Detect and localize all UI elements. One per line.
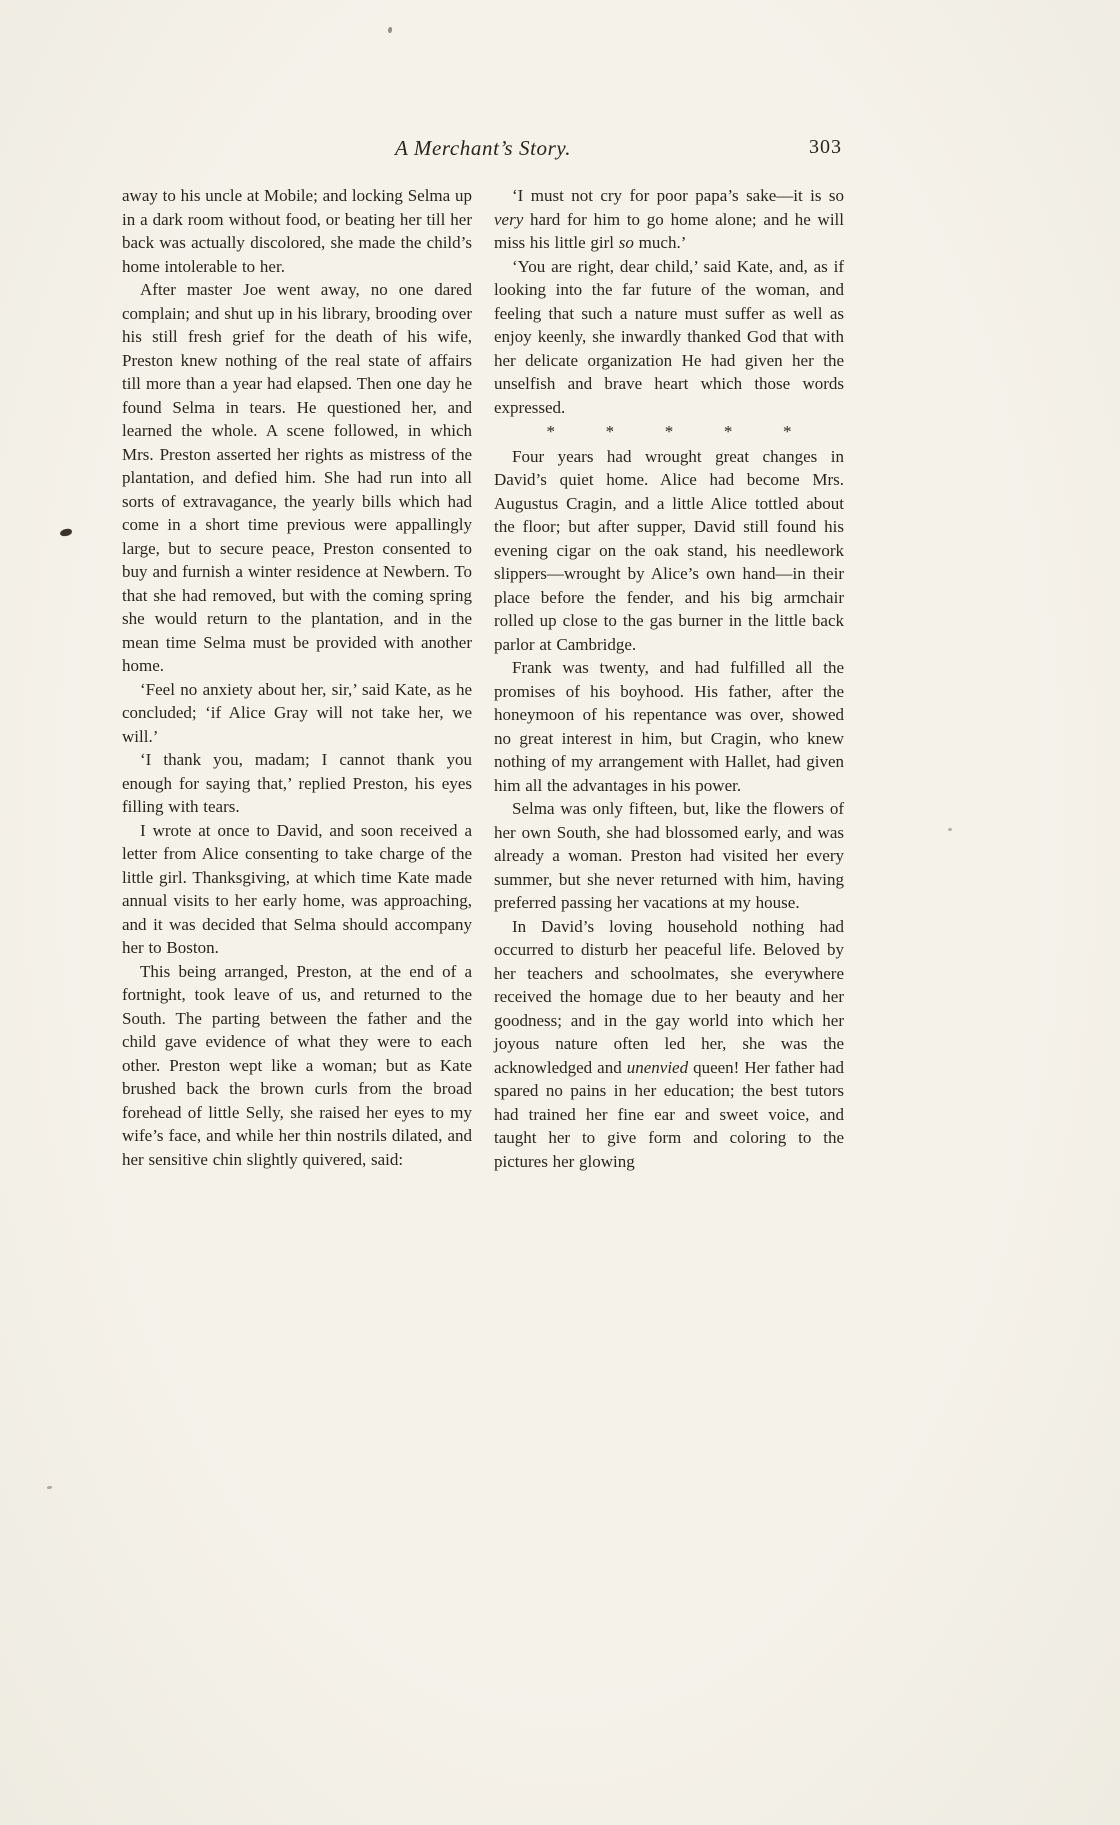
scan-artifact-speck xyxy=(47,1486,52,1489)
asterisk: * xyxy=(546,422,555,441)
text-block xyxy=(122,136,844,1173)
running-title: A Merchant’s Story. xyxy=(394,136,572,160)
asterisk: * xyxy=(723,422,733,441)
asterisk: * xyxy=(664,422,674,441)
paragraph: Selma was only fifteen, but, like the flowers of her own South, she had blossomed early, and was already a woman. Preston had visited her every summer, but she never returned with him, having preferred passing her vacations at my house. xyxy=(494,799,844,912)
asterisk: * xyxy=(605,422,615,441)
asterisk: * xyxy=(783,422,792,441)
page-number: 303 xyxy=(809,136,842,158)
paragraph: ‘I thank you, madam; I cannot thank you enough for saying that,’ replied Preston, his eyes filling with tears. xyxy=(122,750,472,816)
paragraph: I wrote at once to David, and soon received a letter from Alice consenting to take charge of the little girl. Thanksgiving, at which time Kate made annual visits to her early home, was approaching, and it was decided that Selma should accompany her to Boston. xyxy=(122,820,472,957)
two-column-layout xyxy=(122,184,844,1173)
paragraph: ‘I must not cry for poor papa’s sake—it is so very hard for him to go home alone; and he will miss his little girl so much.’ xyxy=(494,186,844,252)
column-right xyxy=(494,184,844,1173)
paragraph: ‘You are right, dear child,’ said Kate, and, as if looking into the far future of the woman, and feeling that such a nature must suffer as well as enjoy keenly, she inwardly thanked God that with her delicate organization He had given her the unselfish and brave heart which those words expressed. xyxy=(494,256,844,417)
paragraph: ‘Feel no anxiety about her, sir,’ said Kate, as he concluded; ‘if Alice Gray will not take her, we will.’ xyxy=(122,679,472,746)
paragraph: Four years had wrought great changes in David’s quiet home. Alice had become Mrs. Augustus Cragin, and a little Alice tottled about the floor; but after supper, David still found his evening cigar on the oak stand, his needlework slippers—wrought by Alice’s own hand—in their place before the fender, and his big armchair rolled up close to the gas burner in the little back parlor at Cambridge. xyxy=(494,446,844,654)
ink-speck xyxy=(60,528,73,537)
scan-artifact-speck xyxy=(388,27,392,33)
paragraph: This being arranged, Preston, at the end of a fortnight, took leave of us, and returned to the South. The parting between the father and the child gave evidence of what they were to each other. Preston wept like a woman; but as Kate brushed back the brown curls from the broad forehead of little Selly, she raised her eyes to my wife’s face, and while her thin nostrils dilated, and her sensitive chin slightly quivered, said: xyxy=(122,961,472,1169)
column-left xyxy=(122,184,472,1173)
scan-artifact-speck xyxy=(948,828,952,831)
page-header xyxy=(122,136,844,168)
paragraph: In David’s loving household nothing had occurred to disturb her peaceful life. Beloved by her teachers and schoolmates, she everywhere received the homage due to her beauty and her goodness; and in the gay world into which her joyous nature often led her, she was the acknowledged and unenvied queen! Her father had spared no pains in her education; the best tutors had trained her fine ear and sweet voice, and taught her to give form and coloring to the pictures her glowing xyxy=(494,916,845,1171)
section-break-stars xyxy=(547,420,792,444)
paragraph: After master Joe went away, no one dared complain; and shut up in his library, brooding over his still fresh grief for the death of his wife, Preston knew nothing of the real state of affairs till more than a year had elapsed. Then one day he found Selma in tears. He questioned her, and learned the whole. A scene followed, in which Mrs. Preston asserted her rights as mistress of the plantation, and defied him. She had run into all sorts of extravagance, the yearly bills which had come in a short time previous were appallingly large, but to secure peace, Preston consented to buy and furnish a winter residence at Newbern. To that she had removed, but with the coming spring she would return to the plantation, and in the mean time Selma must be provided with another home. xyxy=(122,280,472,675)
paragraph: away to his uncle at Mobile; and locking Selma up in a dark room without food, or beating her till her back was actually discolored, she made the child’s home intolerable to her. xyxy=(122,186,472,276)
paragraph: Frank was twenty, and had fulfilled all the promises of his boyhood. His father, after the honeymoon of his repentance was over, showed no great interest in him, but Cragin, who knew nothing of my arrangement with Hallet, had given him all the advantages in his power. xyxy=(494,658,844,795)
